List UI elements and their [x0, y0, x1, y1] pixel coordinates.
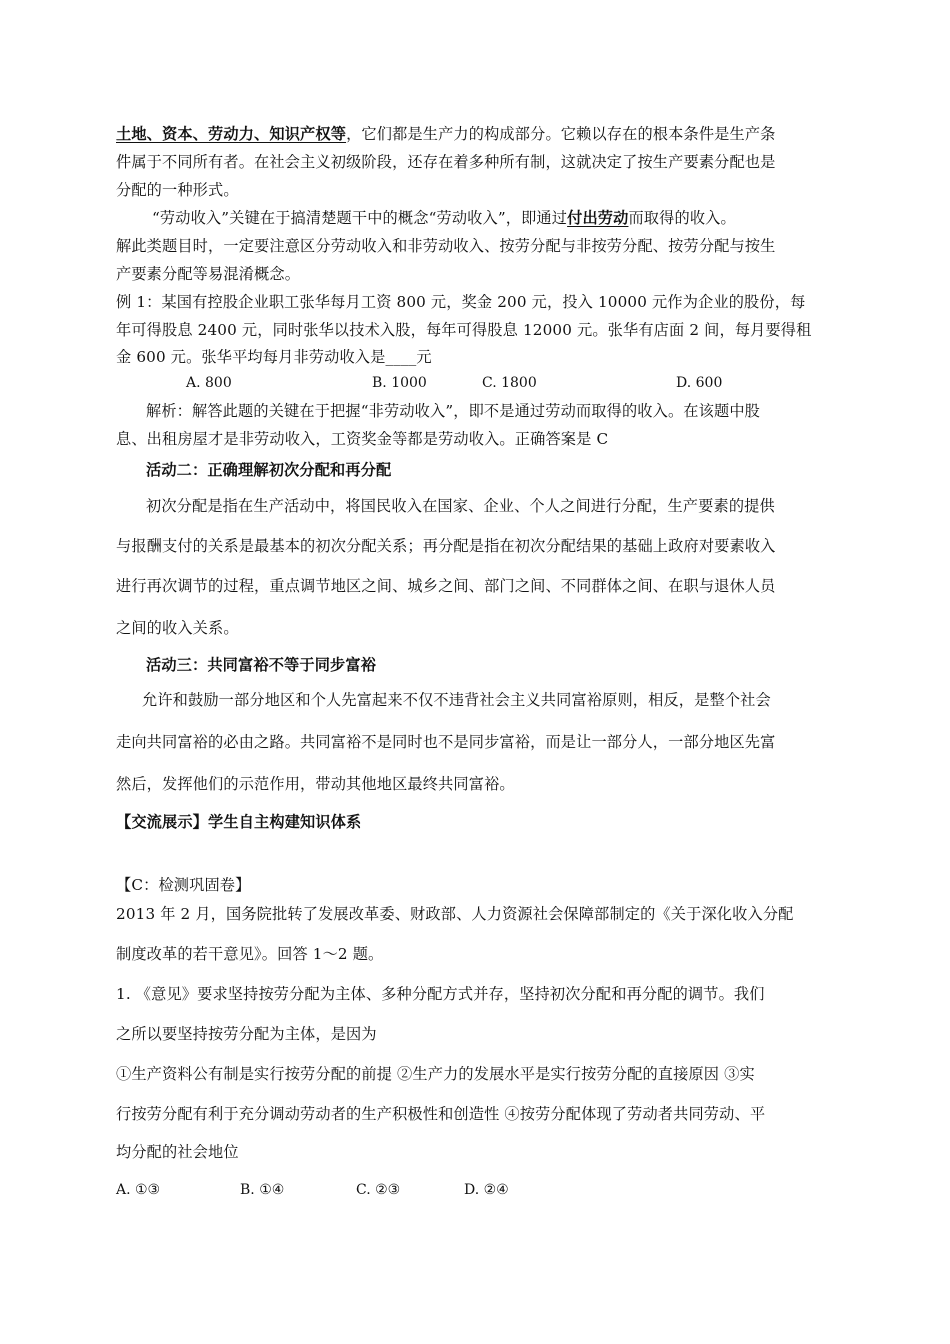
- activity3-line3: 然后，发挥他们的示范作用，带动其他地区最终共同富裕。: [116, 775, 515, 793]
- para2-line1-a: “劳动收入”关键在于搞清楚题干中的概念“劳动收入”，即通过: [152, 209, 568, 227]
- analysis-line2: 息、出租房屋才是非劳动收入，工资奖金等都是劳动收入。正确答案是 C: [116, 430, 609, 448]
- para2-bold-term: 付出劳动: [567, 209, 629, 227]
- question1-option-b: B. ①④: [240, 1182, 285, 1198]
- para2-line3: 产要素分配等易混淆概念。: [116, 265, 301, 283]
- activity2-heading: 活动二：正确理解初次分配和再分配: [146, 461, 392, 479]
- activity2-line1: 初次分配是指在生产活动中，将国民收入在国家、企业、个人之间进行分配，生产要素的提供: [146, 497, 775, 515]
- example1-option-d: D. 600: [676, 375, 723, 391]
- para1-bold-terms: 土地、资本、劳动力、知识产权等: [116, 125, 347, 143]
- para2-line1: [152, 208, 736, 228]
- example1-line1: 例 1：某国有控股企业职工张华每月工资 800 元，奖金 200 元，投入 10000 元作为企业的股份，每: [116, 293, 806, 311]
- question1-option-d: D. ②④: [464, 1182, 509, 1198]
- para1-line1-rest: ，它们都是生产力的构成部分。它赖以存在的根本条件是生产条: [346, 125, 776, 143]
- para1-line2: 件属于不同所有者。在社会主义初级阶段，还存在着多种所有制，这就决定了按生产要素分配也是: [116, 153, 776, 171]
- para1-line1: [116, 124, 776, 144]
- example1-option-b: B. 1000: [372, 375, 427, 391]
- para1-line3: 分配的一种形式。: [116, 181, 239, 199]
- question1-line4: 行按劳分配有利于充分调动劳动者的生产积极性和创造性 ④按劳分配体现了劳动者共同劳动、平: [116, 1105, 766, 1123]
- example1-line3: 金 600 元。张华平均每月非劳动收入是____元: [116, 348, 432, 366]
- activity3-line2: 走向共同富裕的必由之路。共同富裕不是同时也不是同步富裕，而是让一部分人，一部分地区先富: [116, 733, 776, 751]
- question1-line1: 1. 《意见》要求坚持按劳分配为主体、多种分配方式并存，坚持初次分配和再分配的调节。我们: [116, 985, 765, 1003]
- exchange-heading: 【交流展示】学生自主构建知识体系: [116, 813, 362, 831]
- activity3-line1: 允许和鼓励一部分地区和个人先富起来不仅不违背社会主义共同富裕原则，相反，是整个社会: [142, 691, 771, 709]
- activity3-heading: 活动三：共同富裕不等于同步富裕: [146, 656, 377, 674]
- section-c-intro-line2: 制度改革的若干意见》。回答 1～2 题。: [116, 945, 384, 963]
- analysis-line1: 解析：解答此题的关键在于把握“非劳动收入”，即不是通过劳动而取得的收入。在该题中股: [146, 402, 760, 420]
- question1-line5: 均分配的社会地位: [116, 1143, 239, 1161]
- activity2-line4: 之间的收入关系。: [116, 619, 239, 637]
- example1-option-a: A. 800: [186, 375, 232, 391]
- activity2-line3: 进行再次调节的过程，重点调节地区之间、城乡之间、部门之间、不同群体之间、在职与退休人员: [116, 577, 776, 595]
- para2-line1-c: 而取得的收入。: [628, 209, 736, 227]
- question1-option-c: C. ②③: [356, 1182, 401, 1198]
- question1-line2: 之所以要坚持按劳分配为主体，是因为: [116, 1025, 377, 1043]
- example1-line2: 年可得股息 2400 元，同时张华以技术入股，每年可得股息 12000 元。张华有店面 2 间，每月要得租: [116, 321, 812, 339]
- section-c-heading: 【C：检测巩固卷】: [116, 876, 251, 894]
- section-c-intro-line1: 2013 年 2 月，国务院批转了发展改革委、财政部、人力资源社会保障部制定的《关于深化收入分配: [116, 905, 794, 923]
- question1-option-a: A. ①③: [116, 1182, 161, 1198]
- activity2-line2: 与报酬支付的关系是最基本的初次分配关系；再分配是指在初次分配结果的基础上政府对要素收入: [116, 537, 776, 555]
- para2-line2: 解此类题目时，一定要注意区分劳动收入和非劳动收入、按劳分配与非按劳分配、按劳分配与按生: [116, 237, 776, 255]
- question1-line3: ①生产资料公有制是实行按劳分配的前提 ②生产力的发展水平是实行按劳分配的直接原因 ③实: [116, 1065, 755, 1083]
- example1-option-c: C. 1800: [482, 375, 537, 391]
